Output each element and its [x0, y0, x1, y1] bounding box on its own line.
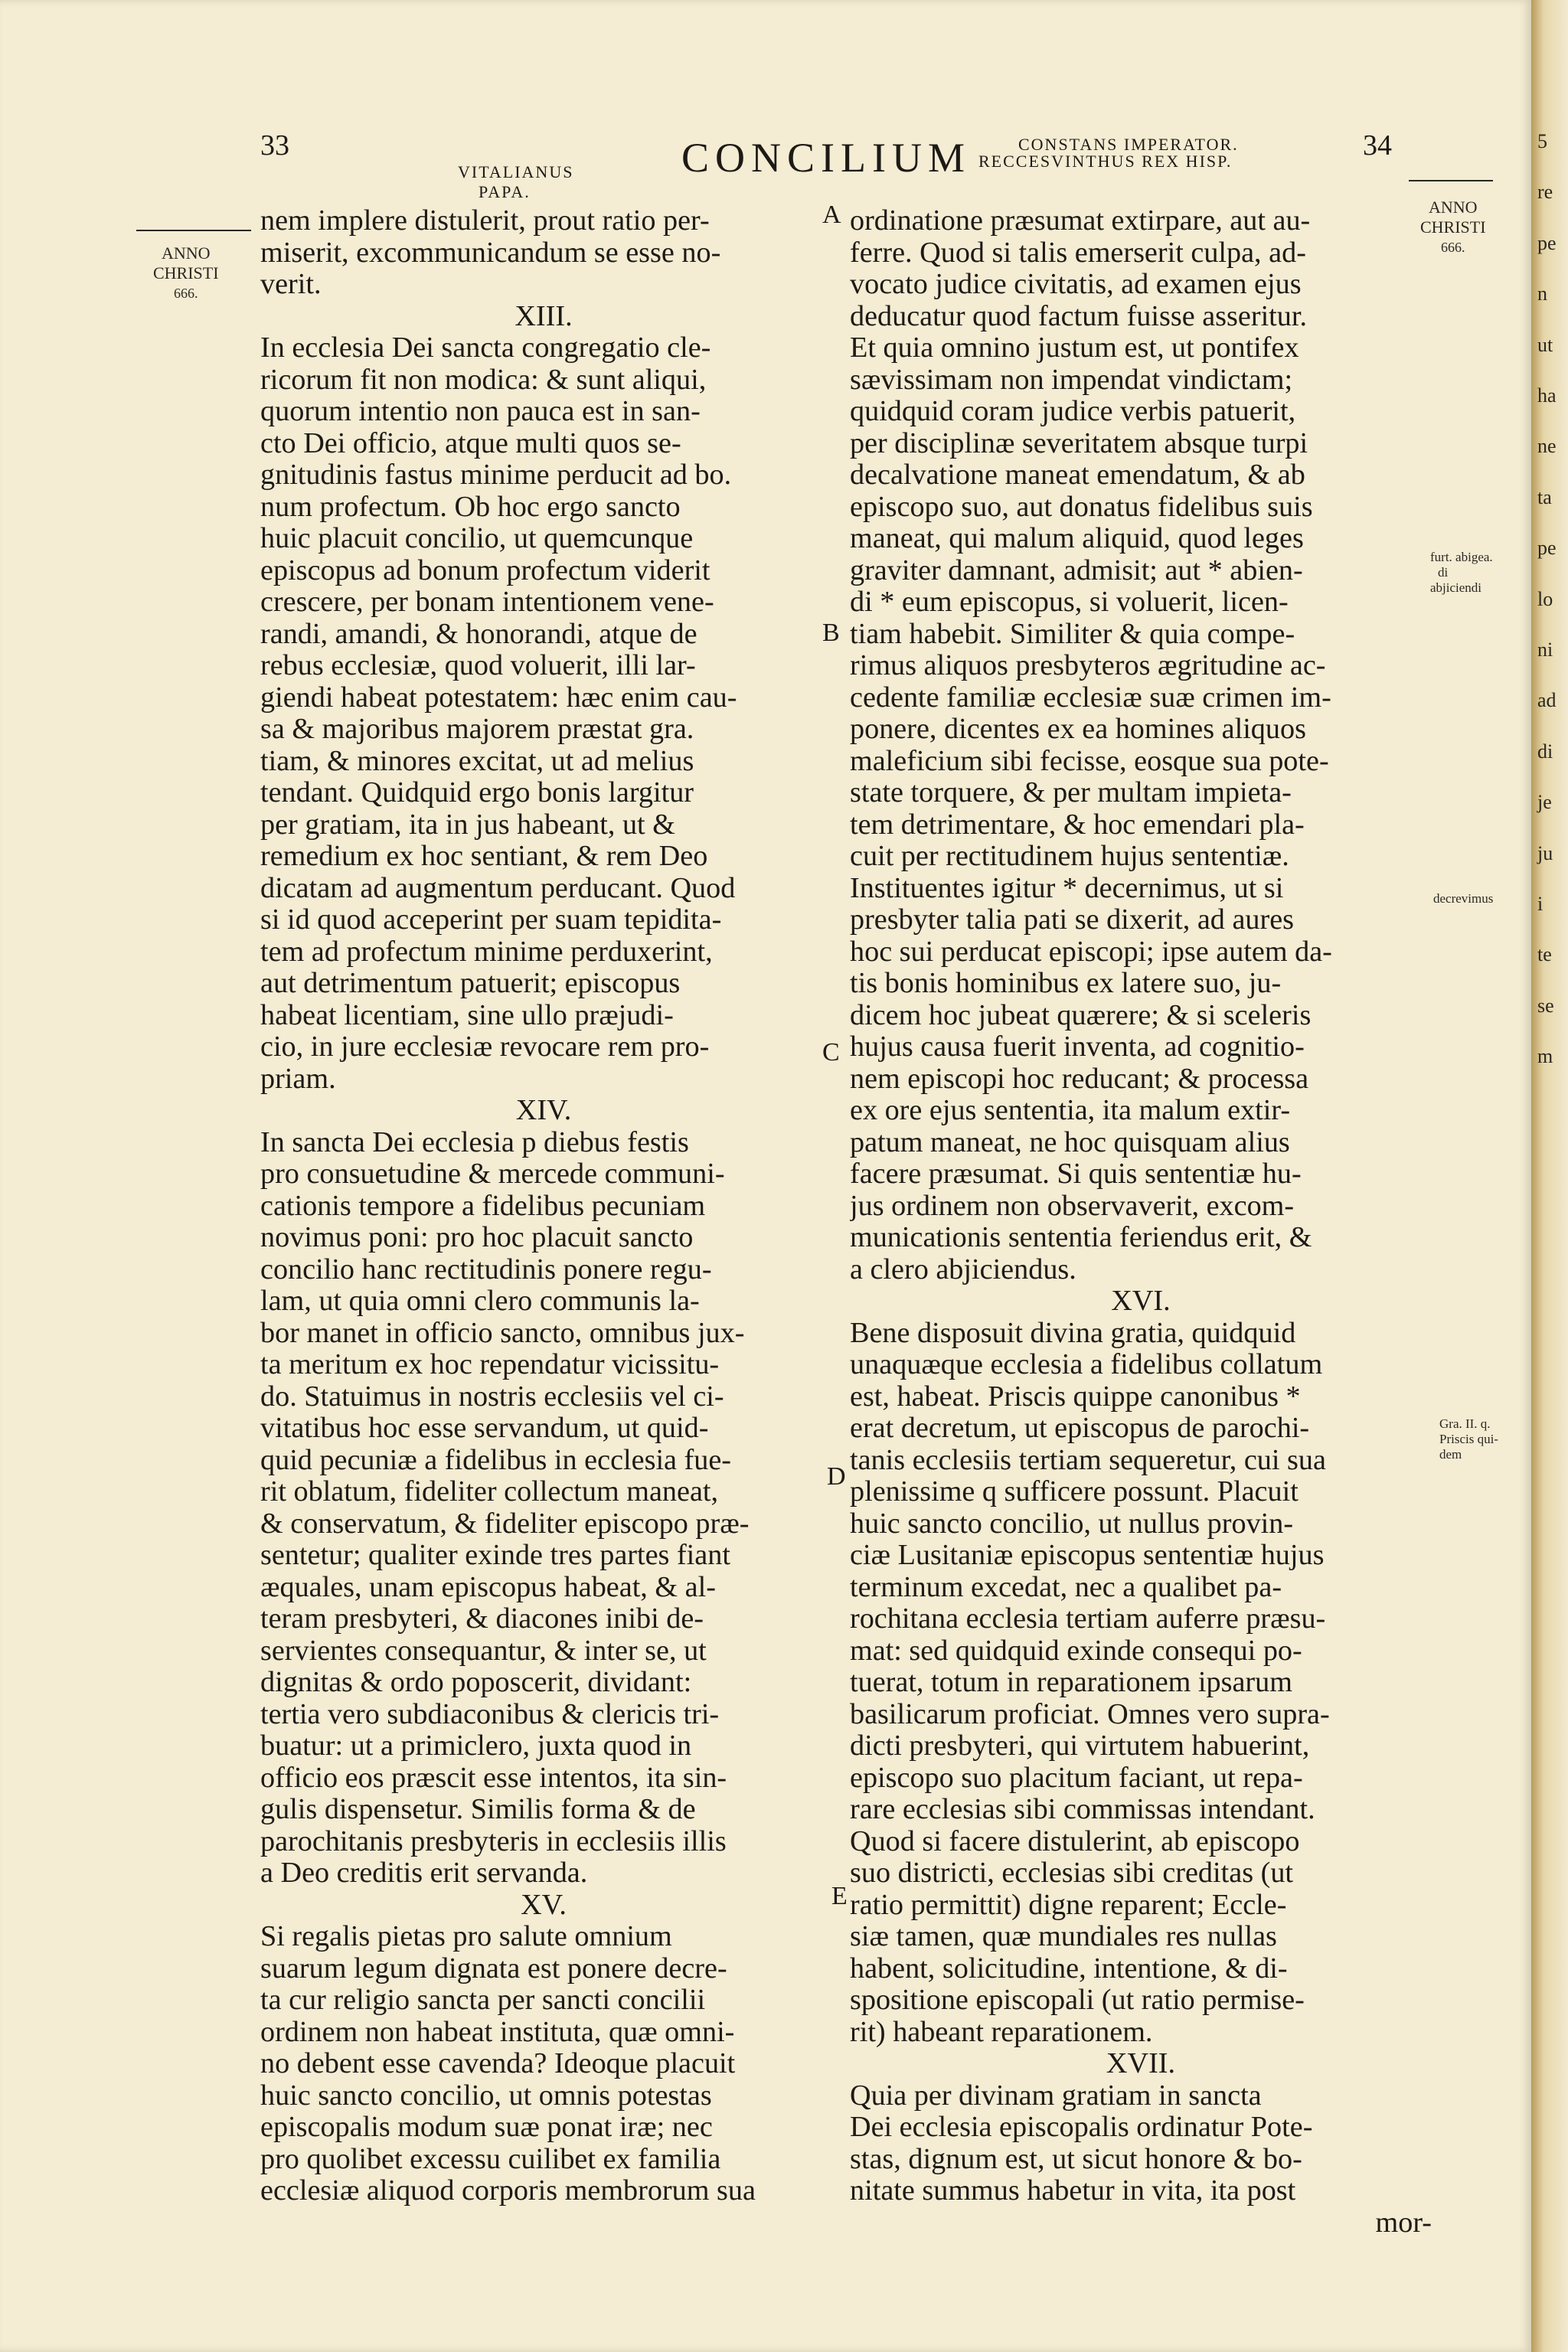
text-line: siæ tamen, quæ mundiales res nullas [850, 1921, 1277, 1952]
text-line: bor manet in officio sancto, omnibus jux- [260, 1317, 745, 1349]
text-line: spositione episcopali (ut ratio permise- [850, 1984, 1305, 2016]
text-line: erat decretum, ut episcopus de parochi- [850, 1413, 1310, 1444]
text-line: & conservatum, & fideliter episcopo præ- [260, 1508, 750, 1540]
text-line: habent, solicitudine, intentione, & di- [850, 1952, 1288, 1984]
text-line: unaquæque ecclesia a fidelibus collatum [850, 1349, 1323, 1380]
text-line: a clero abjiciendus. [850, 1253, 1076, 1285]
text-line: rimus aliquos presbyteros ægritudine ac- [850, 650, 1326, 681]
section-letter-d: D [827, 1462, 846, 1491]
text-line: presbyter talia pati se dixerit, ad aures [850, 904, 1295, 936]
text-line: aut detrimentum patuerit; episcopus [260, 968, 681, 999]
text-line: parochitanis presbyteris in ecclesiis illis [260, 1825, 727, 1857]
text-line: vitatibus hoc esse servandum, ut quid- [260, 1413, 709, 1444]
text-line: nem episcopi hoc reducant; & processa [850, 1063, 1309, 1095]
facing-page-fragment: lo [1537, 587, 1553, 610]
text-line: episcopus ad bonum profectum viderit [260, 554, 710, 586]
text-line: verit. [260, 269, 322, 300]
facing-page-fragment: te [1537, 943, 1552, 966]
facing-page-fragment: se [1537, 994, 1554, 1017]
text-line: quid pecuniæ a fidelibus in ecclesia fue- [260, 1444, 732, 1476]
text-line: basilicarum proficiat. Omnes vero supra- [850, 1698, 1330, 1730]
text-line: dicatam ad augmentum perducant. Quod [260, 872, 736, 904]
year-label: 666. [174, 286, 198, 301]
facing-page-edge [1531, 0, 1568, 2352]
text-line: ordinatione præsumat extirpare, aut au- [850, 205, 1311, 237]
facing-page-fragment: ut [1537, 333, 1553, 356]
text-line: tendant. Quidquid ergo bonis largitur [260, 777, 694, 808]
text-line: tiam, & minores excitat, ut ad melius [260, 745, 694, 777]
text-line: tuerat, totum in reparationem ipsarum [850, 1667, 1292, 1698]
text-line: patum maneat, ne hoc quisquam alius [850, 1126, 1290, 1158]
text-line: mor- [1375, 2207, 1432, 2239]
header-right-bottom: RECCESVINTHUS REX HISP. [978, 152, 1233, 171]
text-line: ricorum fit non modica: & sunt aliqui, [260, 364, 707, 396]
facing-page-fragment: ad [1537, 689, 1557, 712]
text-line: ecclesiæ aliquod corporis membrorum sua [260, 2175, 756, 2207]
text-line: suarum legum dignata est ponere decre- [260, 1952, 727, 1984]
text-line: municationis sententia feriendus erit, & [850, 1222, 1312, 1253]
text-line: di * eum episcopus, si voluerit, licen- [850, 586, 1289, 618]
text-line: quorum intentio non pauca est in san- [260, 396, 701, 427]
text-line: pro quolibet excessu cuilibet ex familia [260, 2143, 721, 2175]
text-line: cto Dei officio, atque multi quos se- [260, 427, 681, 459]
text-line: randi, amandi, & honorandi, atque de [260, 618, 697, 650]
text-line: dicti presbyteri, qui virtutem habuerint, [850, 1730, 1310, 1762]
text-line: episcopalis modum suæ ponat iræ; nec [260, 2112, 713, 2143]
facing-page-fragment: ju [1537, 841, 1553, 864]
text-line: huic sancto concilio, ut nullus provin- [850, 1508, 1294, 1540]
text-line: rochitana ecclesia tertiam auferre præsu- [850, 1603, 1326, 1635]
section-number: XIII. [514, 299, 573, 332]
text-line: miserit, excommunicandum se esse no- [260, 237, 721, 269]
text-line: In ecclesia Dei sancta congregatio cle- [260, 332, 711, 364]
text-line: ex ore ejus sententia, ita malum extir- [850, 1095, 1291, 1126]
text-line: ordinem non habeat instituta, quæ omni- [260, 2016, 735, 2048]
text-line: vocato judice civitatis, ad examen ejus [850, 269, 1302, 300]
margin-rule-right [1409, 180, 1493, 181]
text-line: Dei ecclesia episcopalis ordinatur Pote- [850, 2112, 1313, 2143]
text-line: Bene disposuit divina gratia, quidquid [850, 1317, 1296, 1349]
text-line: no debent esse cavenda? Ideoque placuit [260, 2048, 736, 2079]
text-line: jus ordinem non observaverit, excom- [850, 1190, 1295, 1222]
text-line: servientes consequantur, & inter se, ut [260, 1635, 707, 1667]
text-line: dignitas & ordo poposcerit, dividant: [260, 1667, 692, 1698]
text-line: rare ecclesias sibi commissas intendant. [850, 1794, 1315, 1825]
text-line: cio, in jure ecclesiæ revocare rem pro- [260, 1031, 710, 1063]
text-line: officio eos præscit esse intentos, ita sin- [260, 1762, 727, 1794]
text-line: huic sancto concilio, ut omnis potestas [260, 2079, 712, 2112]
text-line: In sancta Dei ecclesia p diebus festis [260, 1126, 689, 1158]
margin-note-furt: furt. abigea. di abjiciendi [1430, 550, 1493, 595]
text-line: per disciplinæ severitatem absque turpi [850, 427, 1308, 459]
text-line: Et quia omnino justum est, ut pontifex [850, 332, 1299, 364]
text-line: a Deo creditis erit servanda. [260, 1857, 588, 1889]
section-letter-b: B [822, 619, 840, 647]
text-line: tis bonis hominibus ex latere suo, ju- [850, 968, 1282, 999]
christi-label: CHRISTI [153, 263, 219, 283]
text-line: teram presbyteri, & diacones inibi de- [260, 1603, 704, 1635]
text-line: state torquere, & per multam impieta- [850, 777, 1292, 808]
text-line: maneat, qui malum aliquid, quod leges [850, 523, 1304, 554]
text-line: ta cur religio sancta per sancti concilii [260, 1984, 706, 2016]
text-line: remedium ex hoc sentiant, & rem Deo [260, 841, 708, 872]
text-line: gulis dispensetur. Similis forma & de [260, 1794, 696, 1825]
text-line: ratio permittit) digne reparent; Eccle- [850, 1889, 1287, 1921]
text-line: facere præsumat. Si quis sententiæ hu- [850, 1158, 1302, 1190]
text-line: æquales, unam episcopus habeat, & al- [260, 1571, 716, 1603]
text-line: Si regalis pietas pro salute omnium [260, 1921, 672, 1952]
section-number: XVII. [1106, 2047, 1176, 2079]
text-line: rebus ecclesiæ, quod voluerit, illi lar- [260, 650, 696, 681]
facing-page-fragment: di [1537, 740, 1553, 763]
text-line: plenissime q sufficere possunt. Placuit [850, 1476, 1298, 1508]
christi-label: CHRISTI [1420, 217, 1486, 237]
text-line: hoc sui perducat episcopi; ipse autem da- [850, 936, 1332, 968]
text-line: maleficium sibi fecisse, eosque sua pote- [850, 745, 1329, 777]
text-line: mat: sed quidquid exinde consequi po- [850, 1635, 1302, 1667]
left-text-column [260, 205, 827, 2207]
facing-page-fragment: n [1537, 283, 1547, 305]
facing-page-fragment: ni [1537, 639, 1553, 661]
facing-page-fragment: m [1537, 1045, 1553, 1068]
facing-page-fragment: je [1537, 791, 1552, 814]
text-line: do. Statuimus in nostris ecclesiis vel ci- [260, 1380, 724, 1413]
text-line: graviter damnant, admisit; aut * abien- [850, 554, 1303, 586]
text-line: sa & majoribus majorem præstat gra. [260, 714, 694, 745]
text-line: tanis ecclesiis tertiam sequeretur, cui sua [850, 1444, 1326, 1476]
margin-rule-left [136, 230, 251, 231]
text-line: cationis tempore a fidelibus pecuniam [260, 1190, 706, 1222]
text-line: habeat licentiam, sine ullo præjudi- [260, 999, 674, 1031]
text-line: dicem hoc jubeat quærere; & si sceleris [850, 999, 1312, 1031]
section-number: XIV. [515, 1094, 572, 1126]
text-line: tem ad profectum minime perduxerint, [260, 936, 713, 968]
text-line: episcopo suo placitum faciant, ut repa- [850, 1762, 1303, 1794]
facing-page-fragment: pe [1537, 231, 1557, 254]
section-number: XVI. [1111, 1285, 1171, 1317]
text-line: cuit per rectitudinem hujus sententiæ. [850, 841, 1289, 872]
text-line: tertia vero subdiaconibus & clericis tri- [260, 1698, 720, 1730]
section-number: XV. [521, 1888, 567, 1921]
header-title: CONCILIUM [681, 135, 971, 181]
text-line: lam, ut quia omni clero communis la- [260, 1285, 700, 1317]
text-line: Instituentes igitur * decernimus, ut si [850, 872, 1284, 904]
anno-label: ANNO [162, 243, 211, 263]
text-line: quidquid coram judice verbis patuerit, [850, 396, 1296, 427]
facing-page-fragment: pe [1537, 537, 1557, 560]
left-margin-anno [153, 243, 219, 303]
text-line: ta meritum ex hoc rependatur vicissitu- [260, 1349, 720, 1380]
facing-page-fragment: re [1537, 181, 1553, 204]
left-page-number: 33 [260, 129, 289, 162]
text-line: sentetur; qualiter exinde tres partes fiant [260, 1540, 730, 1571]
text-line: cedente familiæ ecclesiæ suæ crimen im- [850, 681, 1331, 714]
text-line: ciæ Lusitaniæ episcopus sententiæ hujus [850, 1540, 1325, 1571]
text-line: stas, dignum est, ut sicut honore & bo- [850, 2143, 1302, 2175]
text-line: huic placuit concilio, ut quemcunque [260, 523, 694, 554]
text-line: gnitudinis fastus minime perducit ad bo. [260, 459, 732, 491]
text-line: decalvatione maneat emendatum, & ab [850, 459, 1305, 491]
anno-label: ANNO [1429, 198, 1478, 217]
text-line: concilio hanc rectitudinis ponere regu- [260, 1253, 712, 1285]
text-line: novimus poni: pro hoc placuit sancto [260, 1222, 694, 1253]
text-line: sævissimam non impendat vindictam; [850, 364, 1293, 396]
text-line: nem implere distulerit, prout ratio per- [260, 205, 710, 237]
text-line: rit oblatum, fideliter collectum maneat, [260, 1476, 719, 1508]
text-line: num profectum. Ob hoc ergo sancto [260, 491, 681, 523]
text-line: tiam habebit. Similiter & quia compe- [850, 618, 1295, 650]
text-line: nitate summus habetur in vita, ita post [850, 2175, 1296, 2207]
section-letter-a: A [822, 201, 841, 229]
text-line: terminum excedat, nec a qualibet pa- [850, 1571, 1282, 1603]
text-line: Quod si facere distulerint, ab episcopo [850, 1825, 1300, 1857]
text-line: crescere, per bonam intentionem vene- [260, 586, 714, 618]
facing-page-fragment: ne [1537, 435, 1557, 458]
year-label: 666. [1441, 240, 1465, 255]
margin-note-decrevimus: decrevimus [1433, 891, 1494, 906]
right-text-column [850, 205, 1432, 2239]
section-letter-c: C [822, 1038, 840, 1067]
text-line: si id quod acceperint per suam tepidita- [260, 904, 722, 936]
text-line: giendi habeat potestatem: hæc enim cau- [260, 681, 737, 714]
facing-page-fragment: ha [1537, 384, 1557, 407]
text-line: est, habeat. Priscis quippe canonibus * [850, 1380, 1301, 1413]
text-line: Quia per divinam gratiam in sancta [850, 2079, 1262, 2112]
header-right-top: CONSTANS IMPERATOR. [1018, 135, 1239, 154]
text-line: rit) habeant reparationem. [850, 2016, 1153, 2048]
text-line: suo districti, ecclesias sibi creditas (ut [850, 1857, 1294, 1889]
right-page-number: 34 [1363, 129, 1392, 162]
text-line: ponere, dicentes ex ea homines aliquos [850, 714, 1306, 745]
text-line: tem detrimentare, & hoc emendari pla- [850, 808, 1305, 841]
text-line: priam. [260, 1063, 336, 1095]
text-line: ferre. Quod si talis emerserit culpa, ad- [850, 237, 1306, 269]
header-left-top: VITALIANUS [458, 162, 574, 181]
facing-page-fragment: ta [1537, 485, 1552, 508]
text-line: hujus causa fuerit inventa, ad cognitio- [850, 1031, 1305, 1063]
text-line: episcopo suo, aut donatus fidelibus suis [850, 491, 1313, 523]
facing-page-fragment: 5 [1537, 130, 1547, 152]
text-line: buatur: ut a primiclero, juxta quod in [260, 1730, 692, 1762]
text-line: deducatur quod factum fuisse asseritur. [850, 300, 1308, 332]
section-letter-e: E [831, 1882, 848, 1910]
facing-page-fragment: i [1537, 893, 1544, 915]
header-left-bottom: PAPA. [479, 182, 531, 201]
text-line: pro consuetudine & mercede communi- [260, 1158, 725, 1190]
text-line: per gratiam, ita in jus habeant, ut & [260, 808, 675, 841]
margin-note-gratian: Gra. II. q. Priscis qui- dem [1439, 1416, 1498, 1462]
